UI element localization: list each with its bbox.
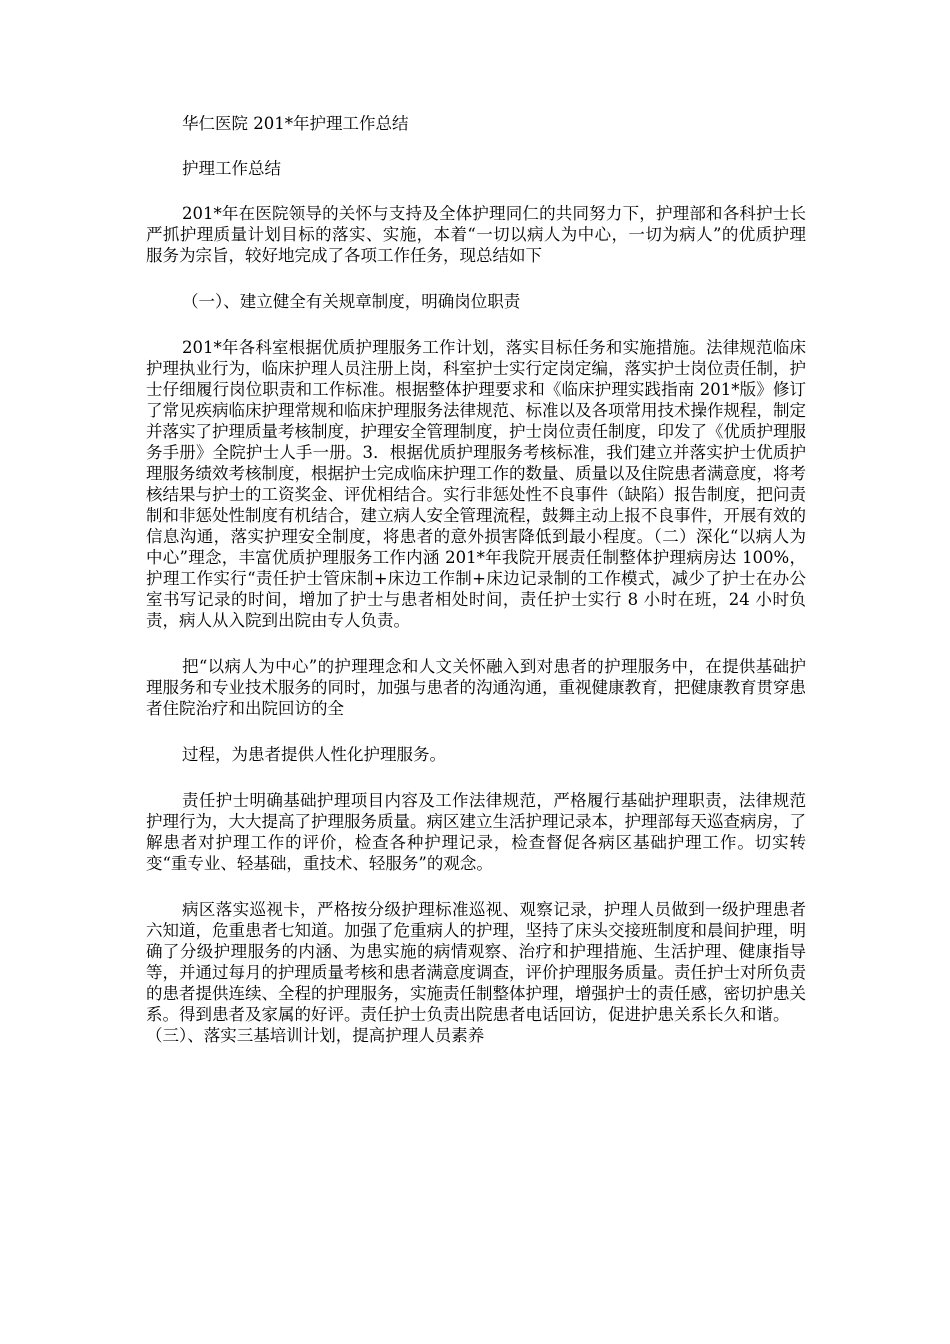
- document-body: [146, 113, 806, 1071]
- section-1-body: 201*年各科室根据优质护理服务工作计划，落实目标任务和实施措施。法律规范临床护理执业行为，临床护理人员注册上岗，科室护士实行定岗定编，落实护士岗位责任制，护士仔细履行岗位职责和工作标准。根据整体护理要求和《临床护理实践指南 201*版》修订了常见疾病临床护理常规和临床护理服务法律规范、标准以及各项常用技术操作规程，制定并落实了护理质量考核制度，护理安全管理制度，护士岗位责任制度，印发了《优质护理服务手册》全院护士人手一册。3．根据优质护理服务考核标准，我们建立并落实护士优质护理服务绩效考核制度，根据护士完成临床护理工作的数量、质量以及住院患者满意度，将考核结果与护士的工资奖金、评优相结合。实行非惩处性不良事件（缺陷）报告制度，把问责制和非惩处性制度有机结合，建立病人安全管理流程，鼓舞主动上报不良事件，开展有效的信息沟通，落实护理安全制度，将患者的意外损害降低到最小程度。（二）深化“以病人为中心”理念，丰富优质护理服务工作内涵 201*年我院开展责任制整体护理病房达 100%，护理工作实行“责任护士管床制+床边工作制+床边记录制的工作模式，减少了护士在办公室书写记录的时间，增加了护士与患者相处时间，责任护士实行 8 小时在班，24 小时负责，病人从入院到出院由专人负责。: [146, 338, 806, 630]
- ward-paragraph: 病区落实巡视卡，严格按分级护理标准巡视、观察记录，护理人员做到一级护理患者六知道，危重患者七知道。加强了危重病人的护理，坚持了床头交接班制度和晨间护理，明确了分级护理服务的内涵、为患实施的病情观察、治疗和护理措施、生活护理、健康指导等，并通过每月的护理质量考核和患者满意度调查，评价护理服务质量。责任护士对所负责的患者提供连续、全程的护理服务，实施责任制整体护理，增强护士的责任感，密切护患关系。得到患者及家属的好评。责任护士负责出院患者电话回访，促进护患关系长久和谐。: [146, 900, 806, 1024]
- document-subtitle: 护理工作总结: [182, 159, 281, 178]
- section-1-heading: （一）、建立健全有关规章制度，明确岗位职责: [182, 292, 521, 311]
- basic-care-paragraph: 责任护士明确基础护理项目内容及工作法律规范，严格履行基础护理职责，法律规范护理行为，大大提高了护理服务质量。病区建立生活护理记录本，护理部每天巡查病房，了解患者对护理工作的评价，检查各种护理记录，检查督促各病区基础护理工作。切实转变“重专业、轻基础，重技术、轻服务”的观念。: [146, 791, 806, 873]
- document-title: 华仁医院 201*年护理工作总结: [182, 114, 409, 133]
- section-3-heading: （三）、落实三基培训计划，提高护理人员素养: [146, 1026, 485, 1045]
- process-paragraph: 过程，为患者提供人性化护理服务。: [182, 745, 446, 764]
- intro-paragraph: 201*年在医院领导的关怀与支持及全体护理同仁的共同努力下，护理部和各科护士长严抓护理质量计划目标的落实、实施，本着“一切以病人为中心，一切为病人”的优质护理服务为宗旨，较好地完成了各项工作任务，现总结如下: [146, 204, 806, 265]
- concept-paragraph: 把“以病人为中心”的护理理念和人文关怀融入到对患者的护理服务中，在提供基础护理服务和专业技术服务的同时，加强与患者的沟通沟通，重视健康教育，把健康教育贯穿患者住院治疗和出院回访的全: [146, 657, 806, 718]
